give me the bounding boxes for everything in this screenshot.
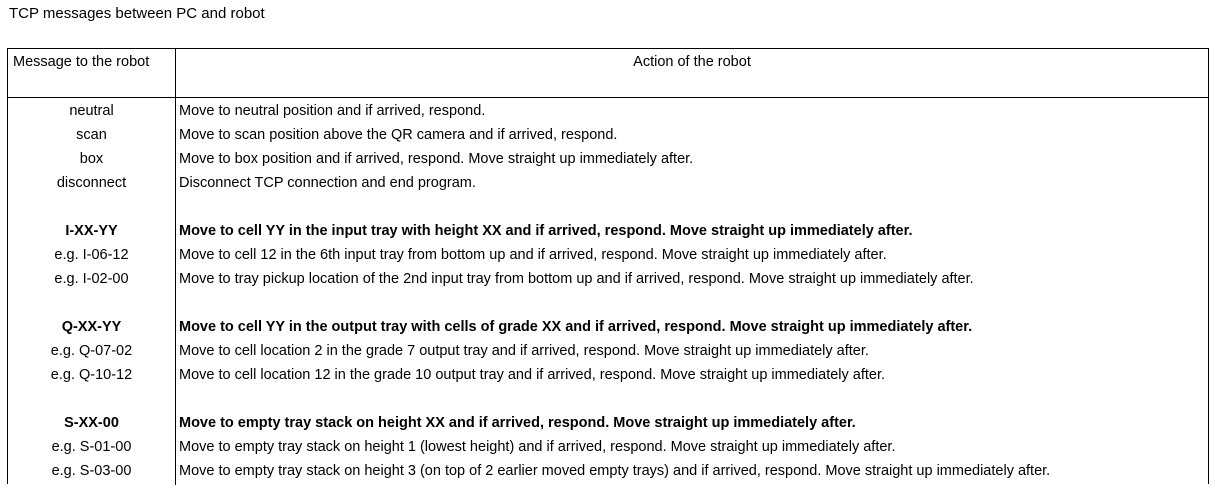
action-cell: Move to cell location 2 in the grade 7 output tray and if arrived, respond. Move straight up immediately after. — [179, 343, 869, 359]
message-cell: e.g. S-01-00 — [51, 439, 132, 455]
table-row-stack-example-2 — [8, 459, 1208, 483]
header-action: Action of the robot — [633, 54, 751, 70]
table-row-output-format — [8, 315, 1208, 339]
message-cell: e.g. I-02-00 — [54, 271, 129, 287]
page-title: TCP messages between PC and robot — [9, 5, 265, 22]
table-row-input-format — [8, 219, 1208, 243]
action-cell: Move to empty tray stack on height 3 (on top of 2 earlier moved empty trays) and if arrived, respond. Move straight up immediately after. — [179, 463, 1051, 479]
tcp-message-table — [7, 48, 1209, 484]
action-cell: Move to cell 12 in the 6th input tray from bottom up and if arrived, respond. Move straight up immediately after. — [179, 247, 887, 263]
message-cell: e.g. S-03-00 — [51, 463, 132, 479]
action-cell: Move to neutral position and if arrived, respond. — [179, 103, 486, 119]
action-cell: Move to cell YY in the input tray with height XX and if arrived, respond. Move straight up immediately after. — [179, 223, 913, 239]
table-row-output-example-1 — [8, 339, 1208, 363]
table-row-input-example-2 — [8, 267, 1208, 291]
table-row-neutral — [8, 99, 1208, 123]
header-divider — [8, 97, 1208, 98]
message-cell: Q-XX-YY — [61, 319, 122, 335]
message-cell: e.g. Q-10-12 — [50, 367, 133, 383]
action-cell: Move to box position and if arrived, respond. Move straight up immediately after. — [179, 151, 694, 167]
table-row-stack-example-1 — [8, 435, 1208, 459]
action-cell: Disconnect TCP connection and end program. — [179, 175, 476, 191]
message-cell: I-XX-YY — [65, 223, 118, 239]
message-cell: disconnect — [56, 175, 127, 191]
message-cell: neutral — [69, 103, 114, 119]
action-cell: Move to cell YY in the output tray with cells of grade XX and if arrived, respond. Move straight up immediately after. — [179, 319, 973, 335]
action-cell: Move to empty tray stack on height 1 (lowest height) and if arrived, respond. Move straight up immediately after. — [179, 439, 896, 455]
header-message: Message to the robot — [13, 54, 150, 70]
table-row-input-example-1 — [8, 243, 1208, 267]
message-cell: e.g. Q-07-02 — [50, 343, 133, 359]
table-row-output-example-2 — [8, 363, 1208, 387]
message-cell: scan — [76, 127, 107, 143]
table-row-stack-format — [8, 411, 1208, 435]
message-cell: e.g. I-06-12 — [54, 247, 129, 263]
message-cell: S-XX-00 — [64, 415, 119, 431]
action-cell: Move to cell location 12 in the grade 10 output tray and if arrived, respond. Move straight up immediately after. — [179, 367, 886, 383]
table-row-box — [8, 147, 1208, 171]
action-cell: Move to scan position above the QR camera and if arrived, respond. — [179, 127, 618, 143]
table-row-disconnect — [8, 171, 1208, 195]
message-cell: box — [79, 151, 104, 167]
action-cell: Move to empty tray stack on height XX and if arrived, respond. Move straight up immediately after. — [179, 415, 856, 431]
table-row-scan — [8, 123, 1208, 147]
action-cell: Move to tray pickup location of the 2nd input tray from bottom up and if arrived, respond. Move straight up immediately after. — [179, 271, 974, 287]
